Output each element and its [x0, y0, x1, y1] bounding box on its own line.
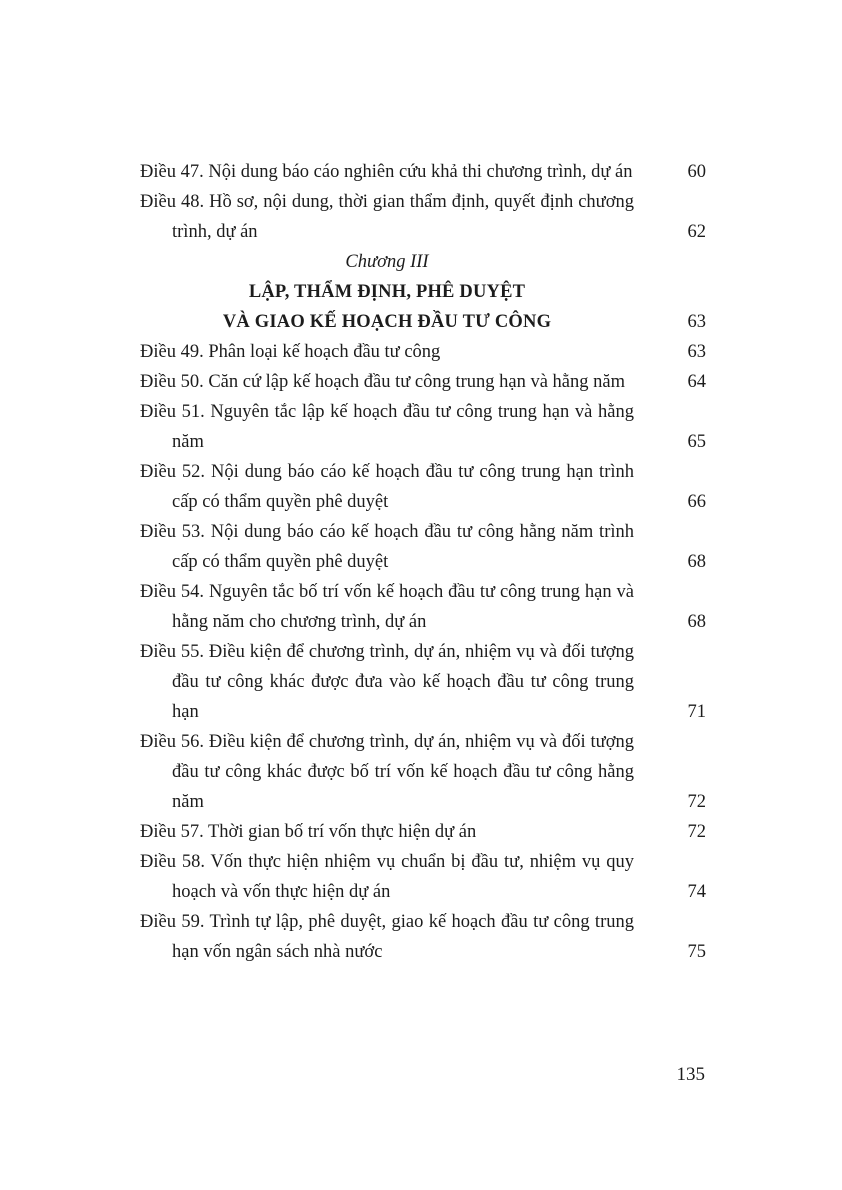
toc-entry-page: 71 [687, 702, 706, 722]
chapter-title-line2: VÀ GIAO KẾ HOẠCH ĐẦU TƯ CÔNG [222, 312, 552, 332]
toc-entry-page: 60 [687, 162, 706, 182]
toc-entry-page: 72 [687, 822, 706, 842]
toc-entry [140, 157, 706, 187]
toc-entry-text: Điều 56. Điều kiện để chương trình, dự án, nhiệm vụ và đối tượng đầu tư công khác được bố trí vốn kế hoạch đầu tư công hằng năm [140, 732, 634, 812]
toc-entry-text: Điều 55. Điều kiện để chương trình, dự án, nhiệm vụ và đối tượng đầu tư công khác được đưa vào kế hoạch đầu tư công trung hạn [140, 642, 634, 722]
toc-entry [140, 907, 706, 967]
toc-entry-text: Điều 48. Hồ sơ, nội dung, thời gian thẩm định, quyết định chương trình, dự án [140, 192, 634, 242]
toc-entry [140, 847, 706, 907]
toc-entry [140, 577, 706, 637]
toc-entry-text: Điều 49. Phân loại kế hoạch đầu tư công [140, 342, 441, 362]
toc-entry-text: Điều 54. Nguyên tắc bố trí vốn kế hoạch đầu tư công trung hạn và hằng năm cho chương trình, dự án [140, 582, 634, 632]
toc-entry [140, 517, 706, 577]
toc-entry-text: Điều 57. Thời gian bố trí vốn thực hiện dự án [140, 822, 477, 842]
toc-entry-page: 74 [687, 882, 706, 902]
toc-entry [140, 187, 706, 247]
chapter-heading-text [140, 247, 634, 337]
toc-entry-page: 65 [687, 432, 706, 452]
toc-entry [140, 727, 706, 817]
toc-entry-page: 72 [687, 792, 706, 812]
toc-entry-text: Điều 58. Vốn thực hiện nhiệm vụ chuẩn bị đầu tư, nhiệm vụ quy hoạch và vốn thực hiện dự án [140, 852, 634, 902]
toc-entry [140, 817, 706, 847]
toc-entry [140, 337, 706, 367]
toc-entry-page: 63 [687, 342, 706, 362]
toc-entry-page: 66 [687, 492, 706, 512]
toc-entry-text: Điều 51. Nguyên tắc lập kế hoạch đầu tư công trung hạn và hằng năm [140, 402, 634, 452]
toc-entry [140, 637, 706, 727]
page-number: 135 [676, 1064, 705, 1085]
toc-entry-page: 64 [687, 372, 706, 392]
toc-entry [140, 367, 706, 397]
toc-entry-text: Điều 50. Căn cứ lập kế hoạch đầu tư công trung hạn và hằng năm [140, 372, 625, 392]
toc-entry-text: Điều 59. Trình tự lập, phê duyệt, giao kế hoạch đầu tư công trung hạn vốn ngân sách nhà nước [140, 912, 634, 962]
chapter-title-line1: LẬP, THẨM ĐỊNH, PHÊ DUYỆT [248, 282, 526, 302]
chapter-heading [140, 247, 706, 337]
toc-entry-page: 68 [687, 612, 706, 632]
toc-entry-text: Điều 53. Nội dung báo cáo kế hoạch đầu tư công hằng năm trình cấp có thẩm quyền phê duyệt [140, 522, 634, 572]
chapter-page: 63 [687, 312, 706, 332]
table-of-contents [140, 157, 706, 967]
toc-entry-page: 75 [687, 942, 706, 962]
toc-entry-text: Điều 47. Nội dung báo cáo nghiên cứu khả thi chương trình, dự án [140, 162, 633, 182]
toc-entry [140, 397, 706, 457]
toc-entry-text: Điều 52. Nội dung báo cáo kế hoạch đầu tư công trung hạn trình cấp có thẩm quyền phê duyệt [140, 462, 634, 512]
toc-entry-page: 62 [687, 222, 706, 242]
chapter-label: Chương III [345, 252, 429, 272]
toc-entry [140, 457, 706, 517]
toc-entry-page: 68 [687, 552, 706, 572]
